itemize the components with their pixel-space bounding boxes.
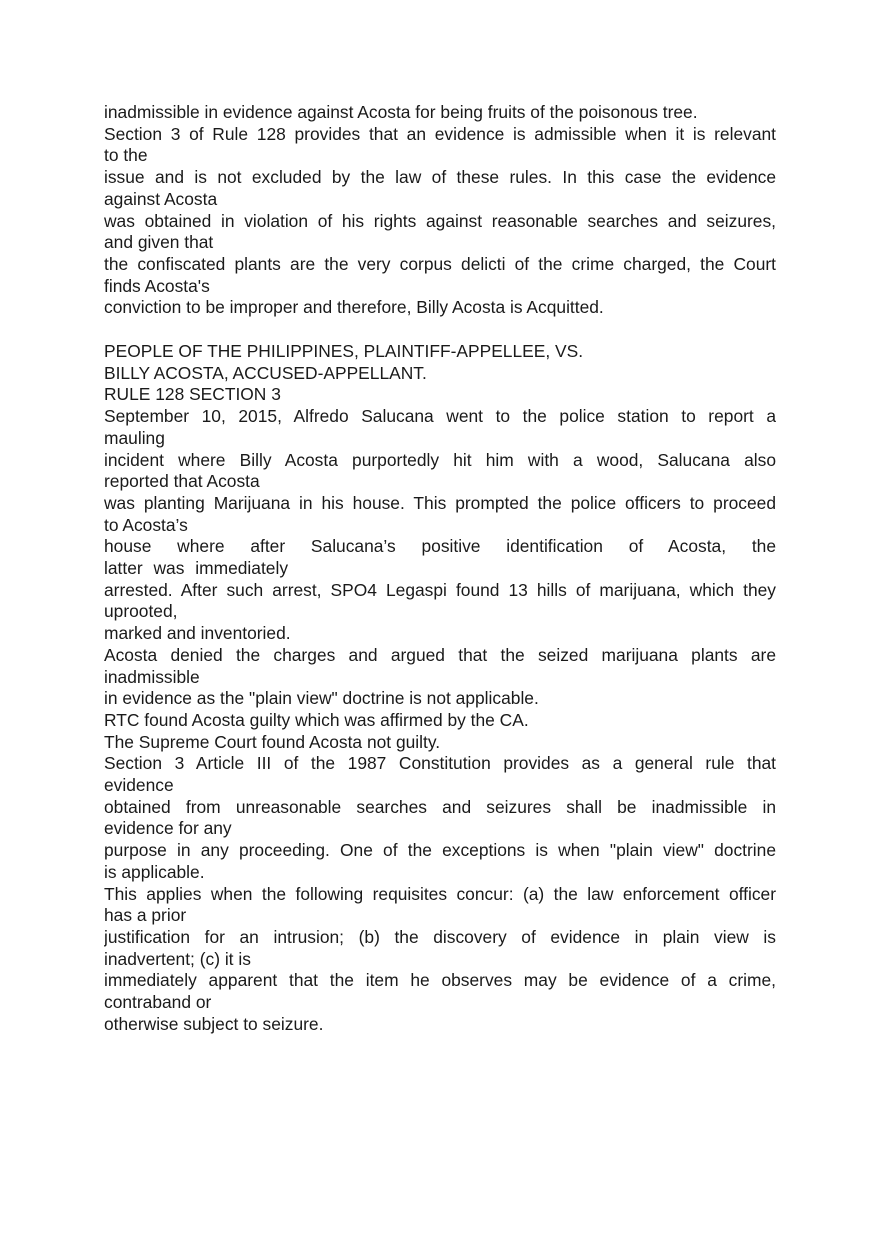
text-line: the confiscated plants are the very corpus delicti of the crime charged, the Court — [104, 253, 776, 274]
case-parties-line-2: BILLY ACOSTA, ACCUSED-APPELLANT. — [104, 362, 427, 383]
text-line: justification for an intrusion; (b) the discovery of evidence in plain view is — [104, 926, 776, 947]
text-line: purpose in any proceeding. One of the exceptions is when "plain view" doctrine — [104, 840, 776, 861]
text-line: mauling — [104, 427, 165, 448]
text-line: finds Acosta's — [104, 275, 210, 296]
text-line: inadmissible — [104, 666, 200, 687]
text-line: September 10, 2015, Alfredo Salucana went to the police station to report a — [104, 406, 776, 427]
text-line: evidence for any — [104, 818, 232, 839]
text-line: arrested. After such arrest, SPO4 Legaspi found 13 hills of marijuana, which they — [104, 579, 776, 600]
text-line: issue and is not excluded by the law of these rules. In this case the evidence — [104, 167, 776, 188]
text-line: reported that Acosta — [104, 471, 260, 492]
text-line: uprooted, — [104, 601, 178, 622]
text-line: and given that — [104, 232, 214, 253]
text-line: evidence — [104, 775, 174, 796]
text-line: otherwise subject to seizure. — [104, 1013, 324, 1034]
text-line: marked and inventoried. — [104, 623, 291, 644]
text-line: Section 3 Article III of the 1987 Constitution provides as a general rule that — [104, 753, 776, 774]
text-line: house where after Salucana’s positive identification of Acosta, the — [104, 536, 776, 557]
text-line: to the — [104, 145, 148, 166]
text-line: in evidence as the "plain view" doctrine is not applicable. — [104, 688, 539, 709]
rule-reference: RULE 128 SECTION 3 — [104, 384, 281, 405]
text-line: incident where Billy Acosta purportedly hit him with a wood, Salucana also — [104, 449, 776, 470]
text-line: contraband or — [104, 992, 212, 1013]
case-section — [104, 341, 776, 1036]
text-line: was obtained in violation of his rights against reasonable searches and seizures, — [104, 210, 776, 231]
text-line: obtained from unreasonable searches and seizures shall be inadmissible in — [104, 796, 776, 817]
text-line: RTC found Acosta guilty which was affirmed by the CA. — [104, 709, 529, 730]
text-line: latter was immediately — [104, 558, 289, 579]
paragraph-acquittal — [104, 102, 776, 319]
text-line: The Supreme Court found Acosta not guilty. — [104, 731, 441, 752]
text-line: inadvertent; (c) it is — [104, 948, 251, 969]
text-line: inadmissible in evidence against Acosta for being fruits of the poisonous tree. — [104, 102, 698, 122]
text-line: against Acosta — [104, 188, 218, 209]
text-line: to Acosta’s — [104, 514, 188, 535]
text-line: Section 3 of Rule 128 provides that an evidence is admissible when it is relevant — [104, 123, 776, 144]
text-line: is applicable. — [104, 861, 205, 882]
text-line: has a prior — [104, 905, 187, 926]
text-line: was planting Marijuana in his house. This prompted the police officers to proceed — [104, 492, 776, 513]
text-line: immediately apparent that the item he observes may be evidence of a crime, — [104, 970, 776, 991]
text-line: Acosta denied the charges and argued that the seized marijuana plants are — [104, 644, 776, 665]
text-line: conviction to be improper and therefore, Billy Acosta is Acquitted. — [104, 297, 604, 318]
case-parties-line-1: PEOPLE OF THE PHILIPPINES, PLAINTIFF-APPELLEE, VS. — [104, 341, 584, 361]
text-line: This applies when the following requisites concur: (a) the law enforcement officer — [104, 883, 776, 904]
